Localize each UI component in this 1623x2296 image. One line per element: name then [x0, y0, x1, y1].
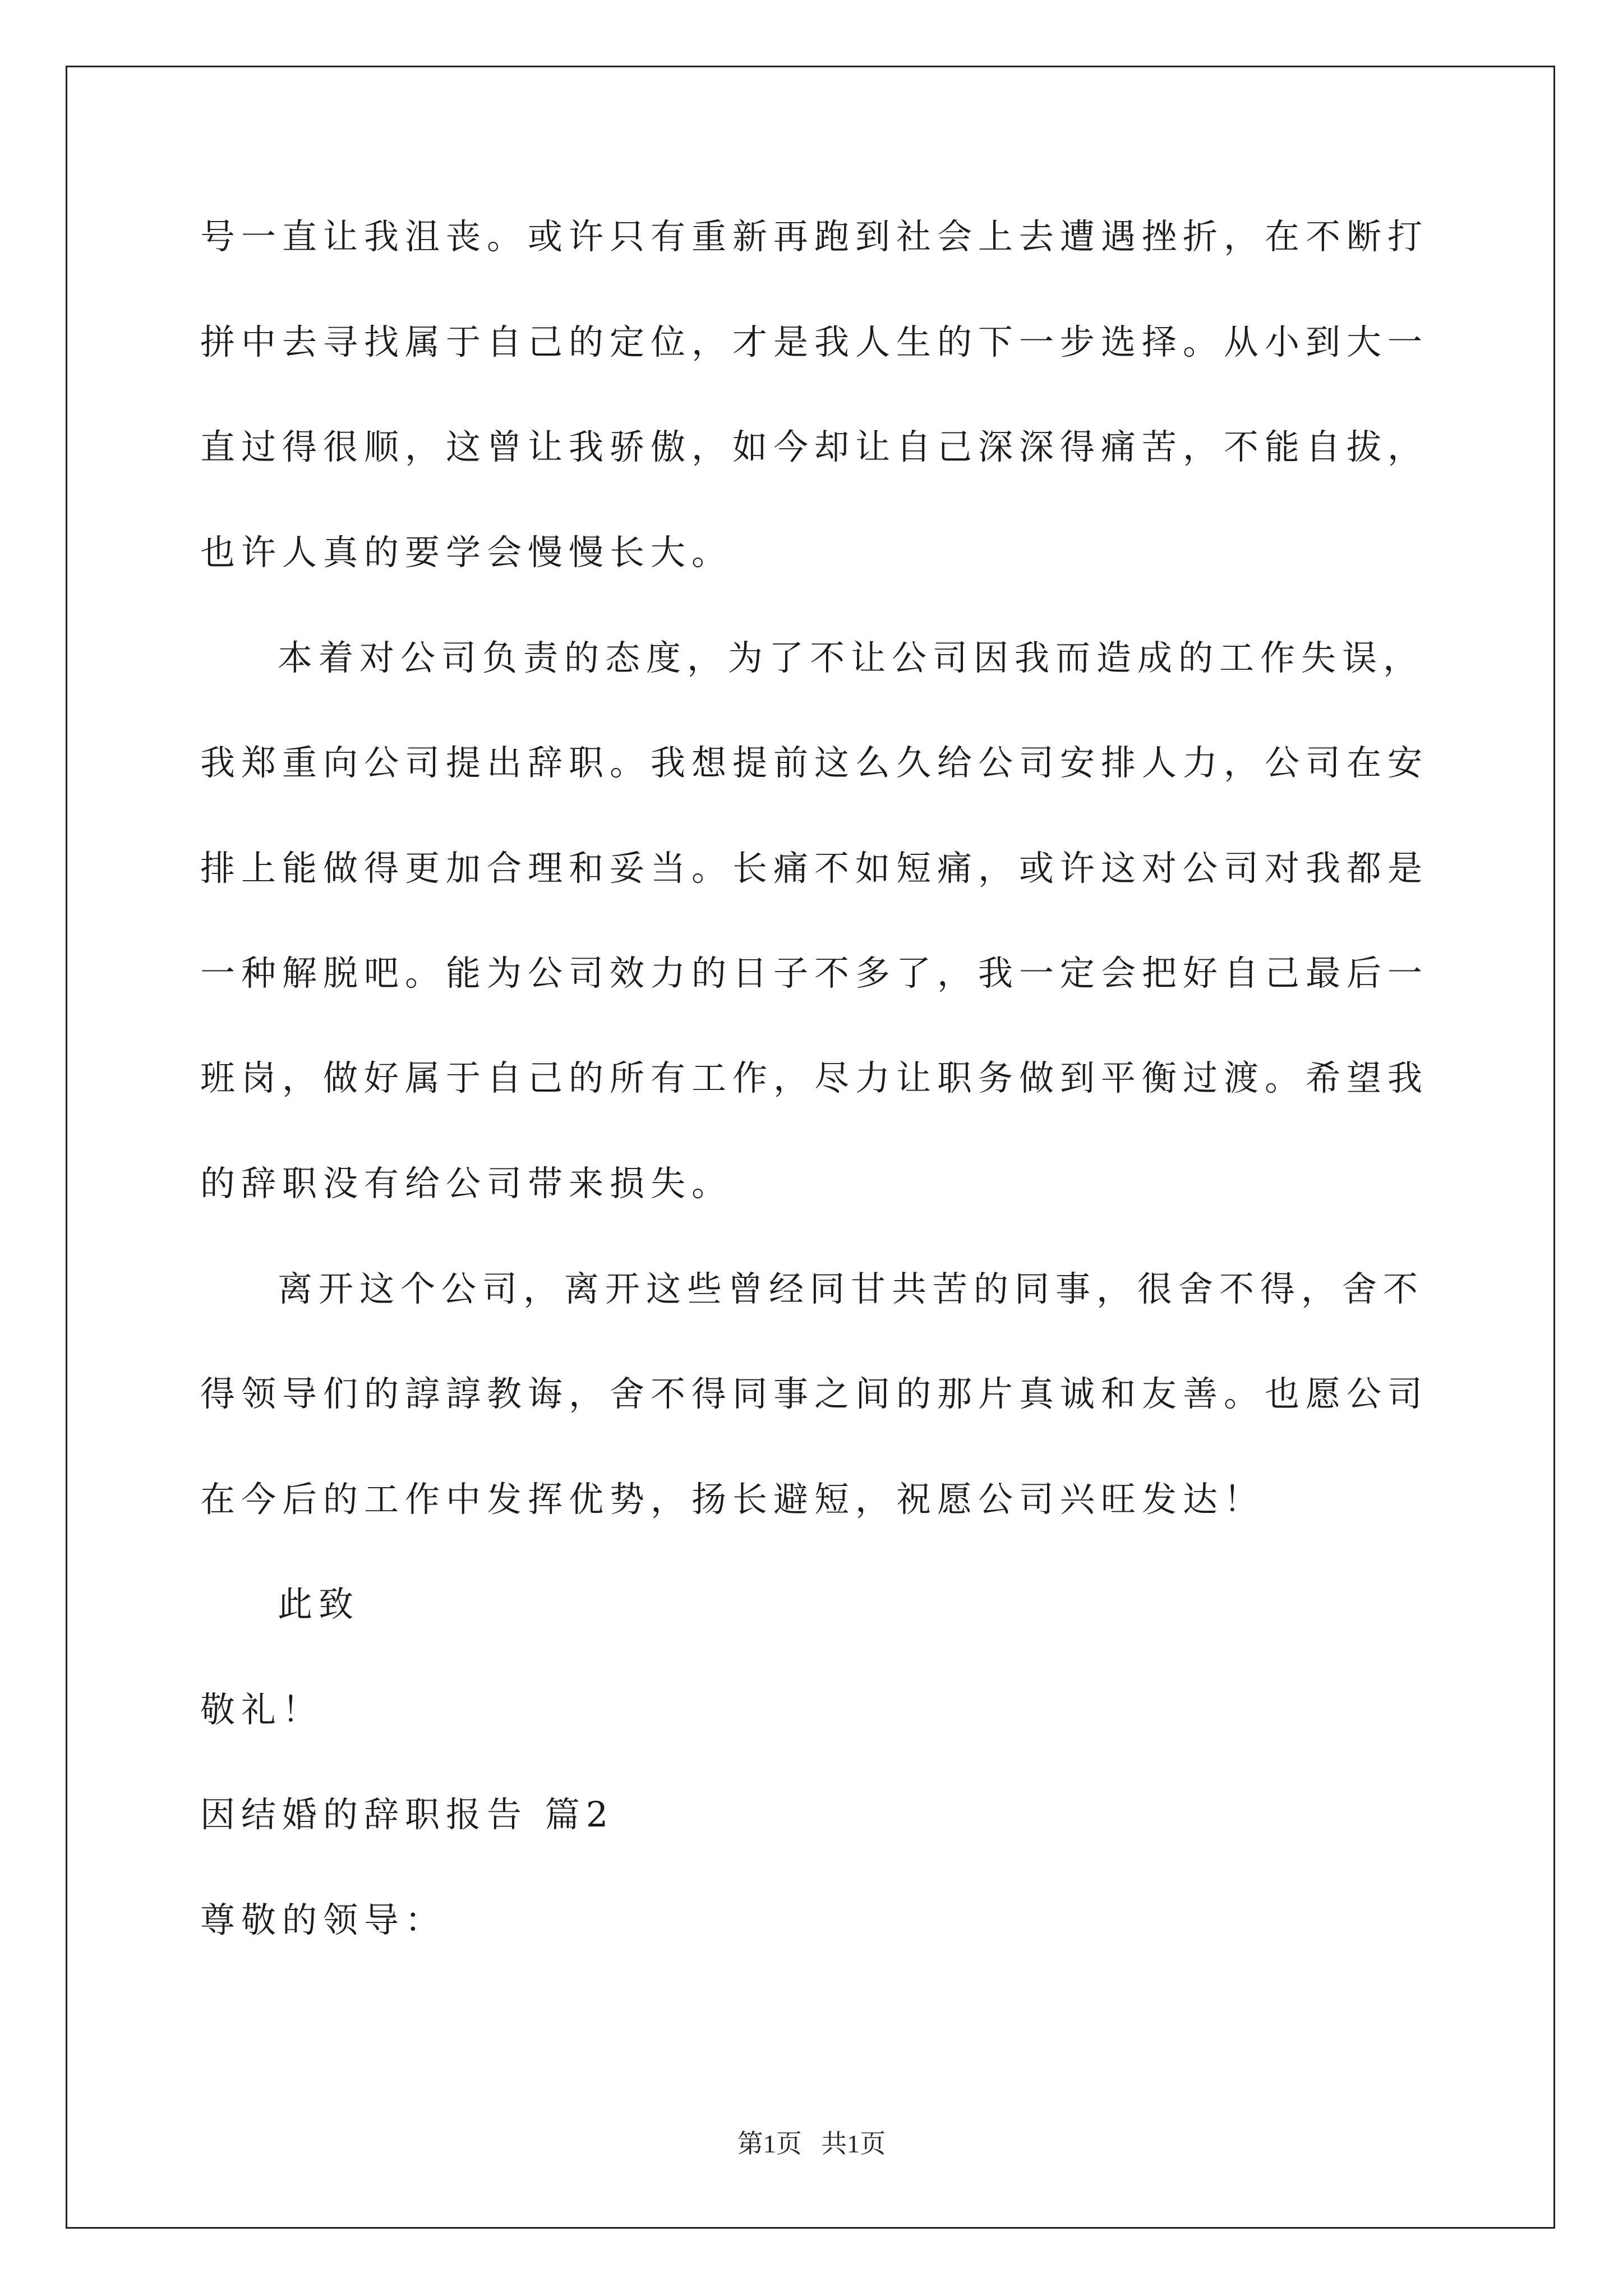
- body-line: 排上能做得更加合理和妥当。长痛不如短痛，或许这对公司对我都是: [200, 848, 1429, 889]
- body-line: 的辞职没有给公司带来损失。: [200, 1163, 733, 1204]
- body-line: 直过得很顺，这曾让我骄傲，如今却让自己深深得痛苦，不能自拔，: [200, 426, 1429, 467]
- body-line: 也许人真的要学会慢慢长大。: [200, 532, 733, 573]
- body-line: 在今后的工作中发挥优势，扬长避短，祝愿公司兴旺发达！: [200, 1479, 1265, 1520]
- body-line: 号一直让我沮丧。或许只有重新再跑到社会上去遭遇挫折，在不断打: [200, 216, 1429, 257]
- body-line: 班岗，做好属于自己的所有工作，尽力让职务做到平衡过渡。希望我: [200, 1057, 1429, 1098]
- section-heading: 因结婚的辞职报告 篇2: [200, 1794, 615, 1835]
- body-line: 得领导们的諄諄教诲，舍不得同事之间的那片真诚和友善。也愿公司: [200, 1373, 1429, 1414]
- paragraph-first-line: 本着对公司负责的态度，为了不让公司因我而造成的工作失误，: [278, 637, 1424, 678]
- closing-regards: 敬礼！: [200, 1689, 324, 1730]
- page-footer: [0, 2127, 1623, 2161]
- greeting-line: 尊敬的领导：: [200, 1899, 446, 1940]
- body-line: 拼中去寻找属于自己的定位，才是我人生的下一步选择。从小到大一: [200, 321, 1429, 362]
- body-line: 我郑重向公司提出辞职。我想提前这么久给公司安排人力，公司在安: [200, 742, 1429, 783]
- body-line: 一种解脱吧。能为公司效力的日子不多了，我一定会把好自己最后一: [200, 953, 1429, 993]
- paragraph-first-line: 离开这个公司，离开这些曾经同甘共苦的同事，很舍不得，舍不: [278, 1268, 1424, 1309]
- page-number-label: 第1页 共1页: [737, 2129, 886, 2158]
- closing-salutation: 此致: [278, 1584, 360, 1625]
